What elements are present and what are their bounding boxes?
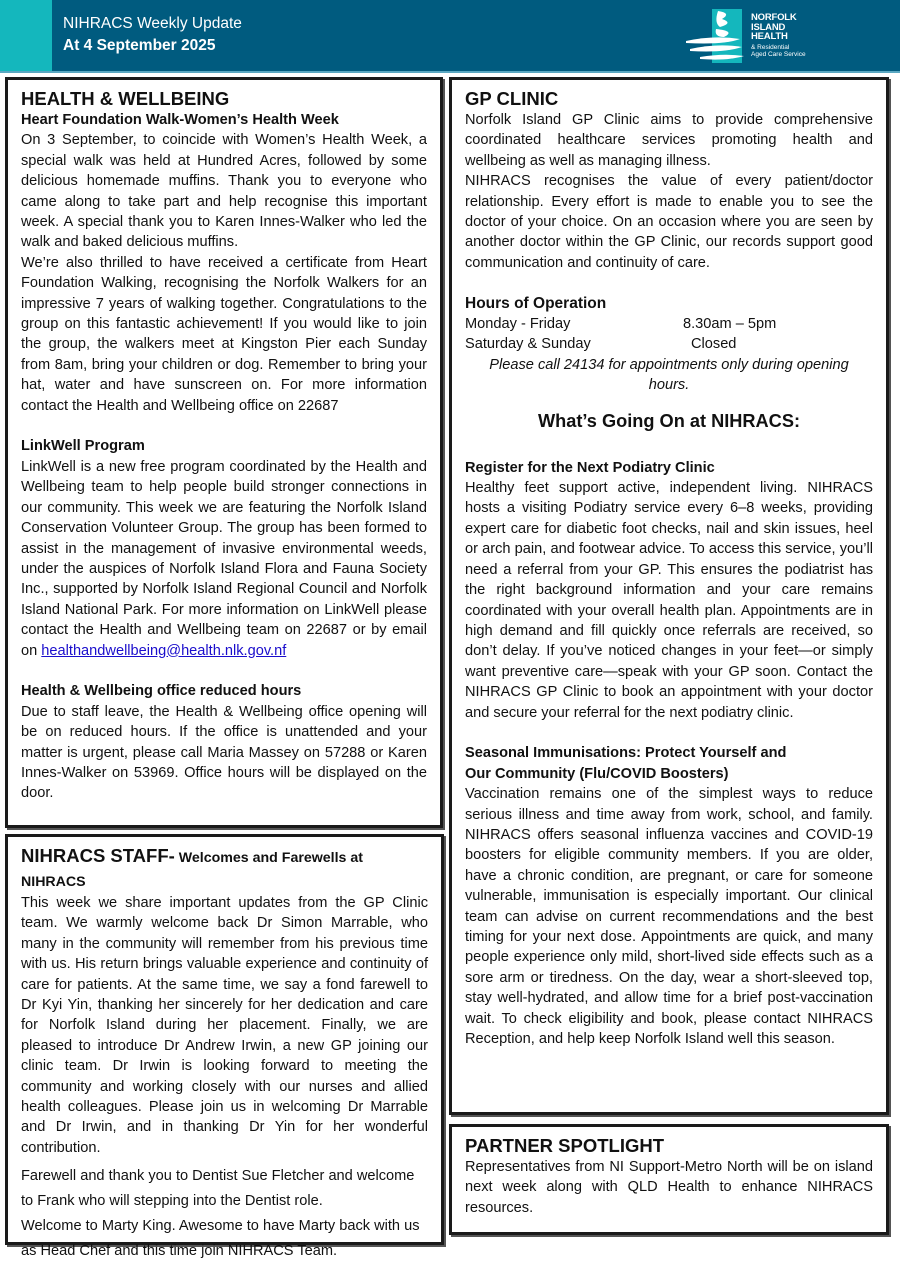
- logo-subtitle: & Residential Aged Care Service: [751, 44, 806, 58]
- partner-paragraph: Representatives from NI Support-Metro North will be on island next week along with QLD Health to enhance NIHRACS resources.: [465, 1159, 873, 1216]
- logo-mark-icon: [684, 9, 748, 63]
- chef-note: Welcome to Marty King. Awesome to have Marty back with us as Head Chef and this time join NIHRACS Team.: [21, 1218, 420, 1260]
- section-title: GP CLINIC: [465, 88, 559, 109]
- hours-row: [465, 334, 873, 354]
- walk-heading: Heart Foundation Walk-Women’s Health Week: [21, 112, 339, 128]
- podiatry-paragraph: Healthy feet support active, independent living. NIHRACS hosts a visiting Podiatry service every 6–8 weeks, providing expert care for diabetic foot checks, nail and skin issues, heel or arch pain, and footwear advice. To access this service, you’ll need a referral from your GP. This ensures the podiatrist has the right background information and your care remains coordinated with your overall health plan. Appointments are in high demand and fill quickly once referrals are received, so don’t delay. If you’ve noticed changes in your feet—or simply want preventive care—speak with your GP soon. Contact the NIHRACS GP Clinic to book an appointment with your doctor and secure your referral for the next podiatry clinic.: [465, 480, 873, 721]
- newsletter-header: [0, 0, 900, 71]
- hours-row: [465, 314, 873, 334]
- appointment-note: Please call 24134 for appointments only during opening hours.: [489, 356, 849, 394]
- section-title: NIHRACS STAFF- Welcomes and Farewells at NIHRACS: [21, 845, 364, 890]
- header-title-block: [63, 13, 242, 57]
- walk-paragraph-2: We’re also thrilled to have received a certificate from Heart Foundation Walking, recognising the Norfolk Walkers for an impressive 7 years of walking together. Congratulations to the group on this fantastic achievement! If you would like to join the group, the walkers meet at Kingston Pier each Sunday from 8am, bring your children or dog. Remember to bring your hat, water and have sunscreen on. For more information contact the Health and Wellbeing office on 22687: [21, 254, 427, 414]
- section-title: HEALTH & WELLBEING: [21, 88, 230, 109]
- hours-time: Closed: [691, 336, 737, 353]
- staff-section: [5, 834, 444, 1260]
- reduced-hours-paragraph: Due to staff leave, the Health & Wellbeing office opening will be on reduced hours. If the office is unattended and your matter is urgent, please call Maria Massey on 57288 or Karen Innes-Walker on 53969. Office hours will be displayed on the door.: [21, 703, 427, 802]
- reduced-hours-heading: Health & Wellbeing office reduced hours: [21, 683, 302, 700]
- immunisation-paragraph: Vaccination remains one of the simplest ways to reduce serious illness and time away from work, school, and family. NIHRACS offers seasonal influenza vaccines and COVID-19 boosters for eligible community members. If you are older, have a chronic condition, are pregnant, or care for someone vulnerable, immunisation is especially important. Our clinical team can advise on current recommendations and the best timing for your next dose. Appointments are quick, and many people experience only mild, short-lived side effects such as a sore arm or tiredness. On the day, wear a short-sleeved top, stay well-hydrated, and allow time for a brief post-vaccination wait. To check eligibility and book, please contact NIHRACS Reception, and help keep Norfolk Island well this season.: [465, 786, 873, 1048]
- section-subtitle: Welcomes and Farewells at NIHRACS: [21, 850, 364, 890]
- gp-paragraph-1: Norfolk Island GP Clinic aims to provide comprehensive coordinated healthcare services promoting health and wellbeing as well as managing illness.: [465, 112, 873, 169]
- dentist-note: Farewell and thank you to Dentist Sue Fletcher and welcome to Frank who will stepping into the Dentist role.: [21, 1168, 415, 1210]
- linkwell-heading: LinkWell Program: [21, 438, 145, 455]
- hours-time: 8.30am – 5pm: [683, 316, 777, 333]
- newsletter-date: At 4 September 2025: [63, 37, 216, 54]
- podiatry-heading: Register for the Next Podiatry Clinic: [465, 459, 715, 476]
- logo-wordmark: NORFOLK ISLAND HEALTH: [751, 12, 797, 42]
- norfolk-island-health-logo: [684, 9, 814, 63]
- linkwell-paragraph: LinkWell is a new free program coordinated by the Health and Wellbeing team to help people build stronger connections in our community. This week we are featuring the Norfolk Island Conservation Volunteer Group. The group has been formed to assist in the management of invasive environmental weeds, under the auspices of Norfolk Island Flora and Fauna Society Inc., supported by Norfolk Island Regional Council and Norfolk Island National Park. For more information on LinkWell please contact the Health and Wellbeing team on 22687 or by email on healthandwellbeing@health.nlk.gov.nf: [21, 458, 427, 659]
- walk-paragraph-1: On 3 September, to coincide with Women’s Health Week, a special walk was held at Hundred Acres, followed by some delicious homemade muffins. Thank you to everyone who came along to take part and help recognise this important week. A special thank you to Karen Innes-Walker who led the walk and baked delicious muffins.: [21, 132, 427, 251]
- gp-paragraph-2: NIHRACS recognises the value of every patient/doctor relationship. Every effort is made to enable you to see the doctor of your choice. On an occasion where you are seen by another doctor within the GP Clinic, our records support good communication and continuity of care.: [465, 173, 873, 271]
- newsletter-title: NIHRACS Weekly Update: [63, 15, 242, 32]
- health-wellbeing-section: [5, 77, 443, 828]
- gp-clinic-section: [449, 77, 889, 1115]
- hours-day: Monday - Friday: [465, 316, 571, 333]
- partner-spotlight-section: [449, 1124, 889, 1235]
- hours-heading: Hours of Operation: [465, 294, 607, 312]
- whats-on-heading: What’s Going On at NIHRACS:: [537, 410, 801, 431]
- staff-paragraph: This week we share important updates from the GP Clinic team. We warmly welcome back Dr Simon Marrable, who many in the community will remember from his previous time with us. His return brings valuable experience and continuity of care for patients. At the same time, we say a fond farewell to Dr Kyi Yin, thanking her sincerely for her dedication and care for Norfolk Island during her placement. Finally, we are pleased to introduce Dr Andrew Irwin, a new GP joining our clinic team. Dr Irwin is looking forward to meeting the community and working closely with our nurses and allied health colleagues. Please join us in welcoming Dr Marrable and Dr Irwin, and in thanking Dr Yin for her wonderful contribution.: [21, 895, 428, 1156]
- immunisation-heading: Seasonal Immunisations: Protect Yourself and Our Community (Flu/COVID Boosters): [465, 745, 787, 782]
- section-title: PARTNER SPOTLIGHT: [465, 1135, 665, 1156]
- email-link[interactable]: healthandwellbeing@health.nlk.gov.nf: [41, 642, 287, 659]
- hours-day: Saturday & Sunday: [465, 336, 591, 353]
- header-accent-strip: [0, 0, 52, 71]
- header-divider: [0, 71, 900, 73]
